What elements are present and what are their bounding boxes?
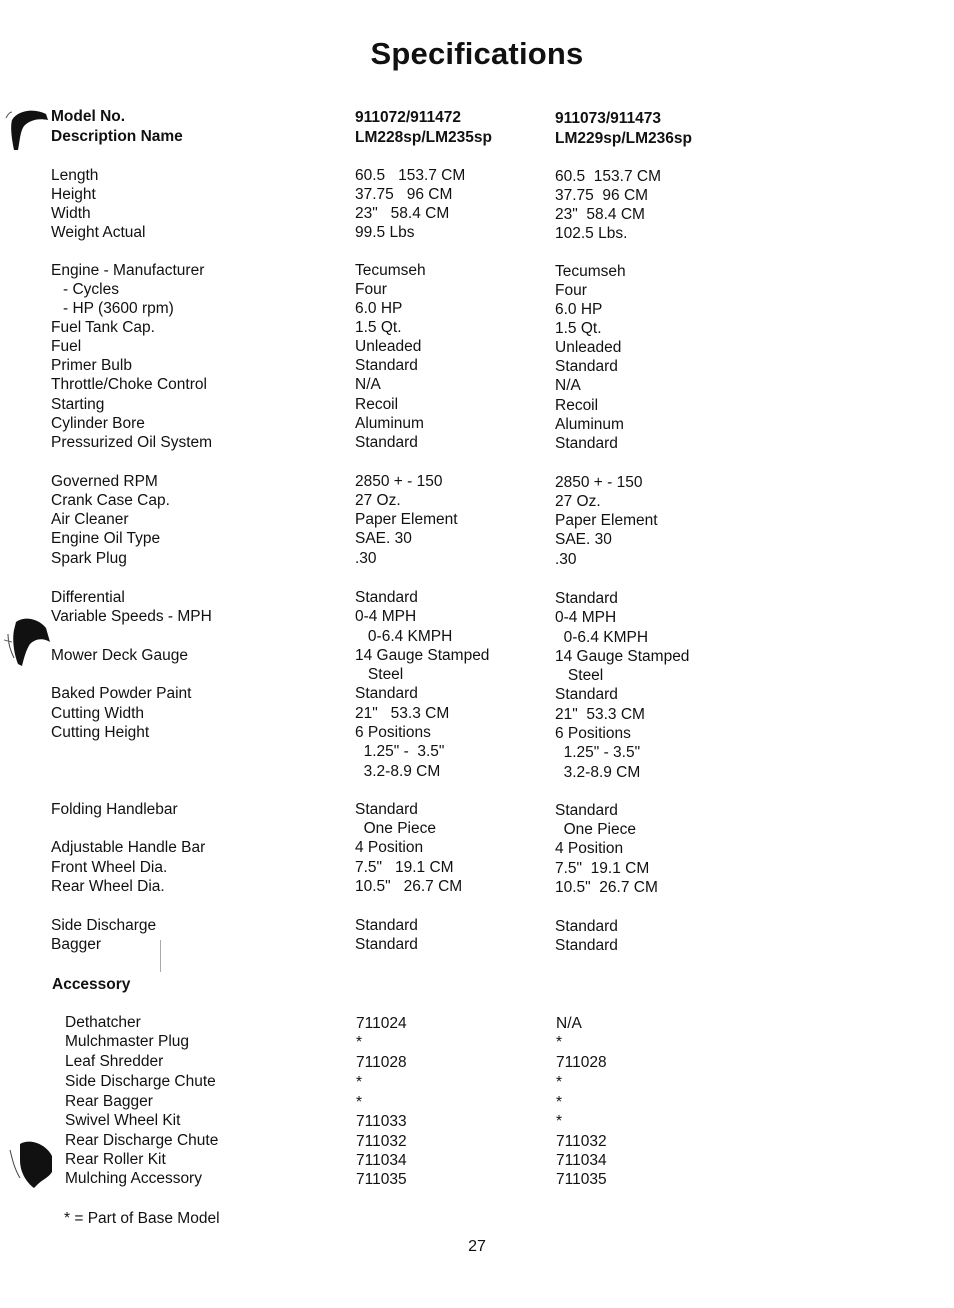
- spec-value-col2: 14 Gauge Stamped: [555, 648, 690, 665]
- spec-label: Throttle/Choke Control: [51, 376, 207, 393]
- spec-value-col2: 21" 53.3 CM: [555, 706, 645, 723]
- accessory-part-col2: 711035: [556, 1171, 607, 1188]
- spec-value-col1: Paper Element: [355, 511, 458, 528]
- spec-label: Adjustable Handle Bar: [51, 839, 206, 856]
- spec-value-col1: 10.5" 26.7 CM: [355, 878, 463, 895]
- binder-hole-mark: [4, 612, 50, 668]
- spec-value-col1: Standard: [355, 801, 418, 818]
- spec-value-col2: Aluminum: [555, 416, 624, 433]
- spec-label: Governed RPM: [51, 473, 158, 490]
- spec-value-col2: Paper Element: [555, 512, 658, 529]
- spec-label: Engine Oil Type: [51, 530, 161, 547]
- spec-label: Rear Wheel Dia.: [51, 878, 165, 895]
- spec-value-col1: Aluminum: [355, 415, 424, 432]
- spec-label: Variable Speeds - MPH: [51, 608, 212, 625]
- spec-value-col2: 37.75 96 CM: [555, 187, 649, 204]
- spec-value-col1: Standard: [355, 434, 418, 451]
- spec-value-col1: 4 Position: [355, 839, 424, 856]
- accessory-label: Leaf Shredder: [65, 1053, 164, 1070]
- spec-label: - Cycles: [63, 281, 119, 298]
- spec-label: Pressurized Oil System: [51, 434, 213, 451]
- spec-value-col1: 0-6.4 KMPH: [355, 628, 453, 645]
- spec-value-col1: 21" 53.3 CM: [355, 705, 450, 722]
- spec-value-col2: 1.25" - 3.5": [555, 744, 641, 761]
- spec-value-col1: Standard: [355, 685, 418, 702]
- spec-value-col2: Standard: [555, 686, 618, 703]
- binder-hole-mark: [6, 1138, 54, 1190]
- spec-value-col1: Steel: [355, 666, 404, 683]
- accessory-part-col1: *: [356, 1074, 363, 1091]
- accessory-part-col1: 711034: [356, 1152, 407, 1169]
- spec-value-col2: Steel: [555, 667, 604, 684]
- spec-value-col1: Unleaded: [355, 338, 422, 355]
- spec-value-col1: 7.5" 19.1 CM: [355, 859, 454, 876]
- spec-value-col1: 37.75 96 CM: [355, 186, 453, 203]
- spec-label: Fuel: [51, 338, 82, 355]
- accessory-part-col2: *: [556, 1034, 563, 1051]
- spec-label: Crank Case Cap.: [51, 492, 170, 509]
- spec-value-col2: Unleaded: [555, 339, 622, 356]
- spec-value-col1: Tecumseh: [355, 262, 426, 279]
- spec-label: Engine - Manufacturer: [51, 262, 205, 279]
- col1-name: LM228sp/LM235sp: [355, 129, 492, 146]
- spec-value-col2: Standard: [555, 937, 618, 954]
- accessory-part-col1: 711035: [356, 1171, 407, 1188]
- spec-value-col1: Four: [355, 281, 387, 298]
- spec-value-col1: Standard: [355, 589, 418, 606]
- spec-label: Front Wheel Dia.: [51, 859, 168, 876]
- scan-line: [160, 940, 161, 972]
- accessory-part-col2: N/A: [556, 1015, 582, 1032]
- spec-value-col2: 23" 58.4 CM: [555, 206, 645, 223]
- spec-label: Bagger: [51, 936, 101, 953]
- accessory-part-col1: 711033: [356, 1113, 407, 1130]
- spec-label: Length: [51, 167, 99, 184]
- accessory-label: Mulchmaster Plug: [65, 1033, 190, 1050]
- model-no-label: Model No.: [51, 108, 126, 125]
- spec-label: Height: [51, 186, 96, 203]
- spec-value-col2: Recoil: [555, 397, 599, 414]
- spec-label: Spark Plug: [51, 550, 127, 567]
- spec-value-col2: Standard: [555, 802, 618, 819]
- spec-value-col2: Standard: [555, 358, 618, 375]
- accessory-part-col1: 711024: [356, 1015, 407, 1032]
- col2-model: 911073/911473: [555, 110, 662, 127]
- spec-value-col2: .30: [555, 551, 577, 568]
- spec-value-col2: Four: [555, 282, 587, 299]
- spec-value-col2: 27 Oz.: [555, 493, 601, 510]
- accessory-part-col1: 711028: [356, 1054, 407, 1071]
- spec-value-col1: 6 Positions: [355, 724, 431, 741]
- accessory-label: Swivel Wheel Kit: [65, 1112, 181, 1129]
- spec-value-col2: Standard: [555, 918, 618, 935]
- spec-value-col1: 1.5 Qt.: [355, 319, 402, 336]
- spec-value-col1: 27 Oz.: [355, 492, 401, 509]
- spec-value-col1: Standard: [355, 357, 418, 374]
- spec-value-col1: Standard: [355, 936, 418, 953]
- accessory-label: Side Discharge Chute: [65, 1073, 216, 1090]
- spec-label: Cutting Width: [51, 705, 145, 722]
- spec-value-col2: 6.0 HP: [555, 301, 603, 318]
- spec-value-col2: 10.5" 26.7 CM: [555, 879, 658, 896]
- spec-label: Cylinder Bore: [51, 415, 145, 432]
- spec-value-col2: 102.5 Lbs.: [555, 225, 628, 242]
- spec-value-col2: N/A: [555, 377, 581, 394]
- page-title: Specifications: [370, 36, 584, 71]
- spec-value-col2: One Piece: [555, 821, 636, 838]
- spec-value-col1: 14 Gauge Stamped: [355, 647, 490, 664]
- accessory-label: Rear Roller Kit: [65, 1151, 166, 1168]
- spec-value-col2: 7.5" 19.1 CM: [555, 860, 650, 877]
- accessory-label: Dethatcher: [65, 1014, 141, 1031]
- spec-value-col1: 6.0 HP: [355, 300, 403, 317]
- spec-value-col2: Tecumseh: [555, 263, 626, 280]
- spec-value-col1: 60.5 153.7 CM: [355, 167, 466, 184]
- accessory-part-col2: *: [556, 1074, 563, 1091]
- spec-value-col2: 0-4 MPH: [555, 609, 617, 626]
- spec-label: Baked Powder Paint: [51, 685, 192, 702]
- page-number: 27: [468, 1238, 486, 1255]
- spec-value-col2: 0-6.4 KMPH: [555, 629, 649, 646]
- spec-value-col2: SAE. 30: [555, 531, 612, 548]
- spec-label: Side Discharge: [51, 917, 157, 934]
- spec-label: Weight Actual: [51, 224, 146, 241]
- spec-label: Width: [51, 205, 91, 222]
- spec-value-col2: 1.5 Qt.: [555, 320, 602, 337]
- spec-label: - HP (3600 rpm): [63, 300, 174, 317]
- spec-value-col1: SAE. 30: [355, 530, 412, 547]
- accessory-part-col1: 711032: [356, 1133, 407, 1150]
- spec-value-col2: 4 Position: [555, 840, 624, 857]
- spec-value-col2: 2850 + - 150: [555, 474, 643, 491]
- spec-value-col1: 99.5 Lbs: [355, 224, 415, 241]
- col1-model: 911072/911472: [355, 109, 462, 126]
- spec-label: Primer Bulb: [51, 357, 132, 374]
- accessory-part-col2: 711028: [556, 1054, 607, 1071]
- spec-value-col1: 0-4 MPH: [355, 608, 417, 625]
- spec-value-col2: Standard: [555, 435, 618, 452]
- accessory-part-col2: *: [556, 1113, 563, 1130]
- spec-label: Mower Deck Gauge: [51, 647, 188, 664]
- spec-value-col1: 3.2-8.9 CM: [355, 763, 441, 780]
- spec-value-col2: 60.5 153.7 CM: [555, 168, 661, 185]
- accessory-label: Rear Discharge Chute: [65, 1132, 219, 1149]
- spec-value-col1: .30: [355, 550, 377, 567]
- spec-label: Air Cleaner: [51, 511, 129, 528]
- spec-value-col1: N/A: [355, 376, 381, 393]
- accessory-part-col2: *: [556, 1094, 563, 1111]
- spec-value-col2: Standard: [555, 590, 618, 607]
- accessory-heading: Accessory: [52, 976, 131, 993]
- spec-value-col2: 6 Positions: [555, 725, 631, 742]
- spec-label: Folding Handlebar: [51, 801, 178, 818]
- accessory-part-col1: *: [356, 1094, 363, 1111]
- col2-name: LM229sp/LM236sp: [555, 130, 692, 147]
- accessory-part-col1: *: [356, 1034, 363, 1051]
- accessory-label: Mulching Accessory: [65, 1170, 202, 1187]
- spec-value-col1: 2850 + - 150: [355, 473, 443, 490]
- spec-value-col1: Standard: [355, 917, 418, 934]
- spec-value-col2: 3.2-8.9 CM: [555, 764, 641, 781]
- description-name-label: Description Name: [51, 128, 183, 145]
- spec-value-col1: 23" 58.4 CM: [355, 205, 450, 222]
- spec-label: Differential: [51, 589, 125, 606]
- accessory-label: Rear Bagger: [65, 1093, 153, 1110]
- accessory-part-col2: 711032: [556, 1133, 607, 1150]
- spec-label: Starting: [51, 396, 105, 413]
- spec-value-col1: Recoil: [355, 396, 399, 413]
- spec-value-col1: One Piece: [355, 820, 436, 837]
- footnote: * = Part of Base Model: [64, 1210, 220, 1227]
- spec-label: Fuel Tank Cap.: [51, 319, 155, 336]
- accessory-part-col2: 711034: [556, 1152, 607, 1169]
- spec-label: Cutting Height: [51, 724, 150, 741]
- spec-value-col1: 1.25" - 3.5": [355, 743, 445, 760]
- binder-hole-mark: [4, 106, 50, 154]
